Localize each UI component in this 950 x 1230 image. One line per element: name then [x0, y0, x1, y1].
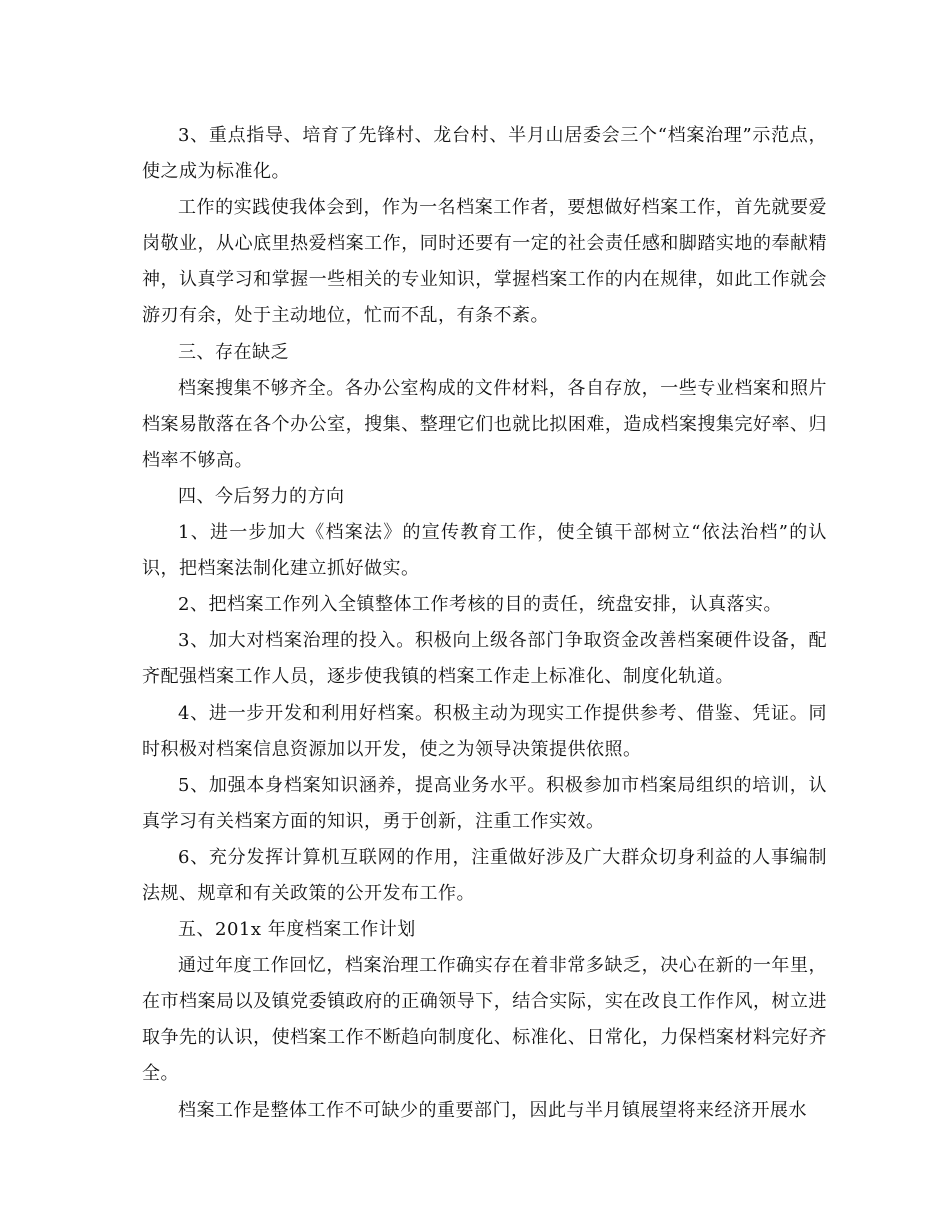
heading-section-5: 五、201x 年度档案工作计划	[178, 919, 416, 941]
paragraph-annual-plan: 通过年度工作回忆，档案治理工作确实存在着非常多缺乏，决心在新的一年里，在市档案局以及镇党委镇政府的正确领导下，结合实际，实在改良工作作风，树立进取争先的认识，使档案工作不断趋向制度化、标准化、日常化，力保档案材料完好齐全。	[142, 955, 827, 1085]
paragraph-work-experience: 工作的实践使我体会到，作为一名档案工作者，要想做好档案工作，首先就要爱岗敬业，从心底里热爱档案工作，同时还要有一定的社会责任感和脚踏实地的奉献精神，认真学习和掌握一些相关的专业知识，掌握档案工作的内在规律，如此工作就会游刃有余，处于主动地位，忙而不乱，有条不紊。	[142, 197, 827, 327]
paragraph-direction-3: 3、加大对档案治理的投入。积极向上级各部门争取资金改善档案硬件设备，配齐配强档案工作人员，逐步使我镇的档案工作走上标准化、制度化轨道。	[142, 630, 827, 688]
paragraph-direction-2: 2、把档案工作列入全镇整体工作考核的目的责任，统盘安排，认真落实。	[178, 594, 782, 616]
heading-section-3: 三、存在缺乏	[178, 341, 289, 363]
document-body	[142, 118, 827, 1129]
paragraph-direction-4: 4、进一步开发和利用好档案。积极主动为现实工作提供参考、借鉴、凭证。同时积极对档案信息资源加以开发，使之为领导决策提供依照。	[142, 702, 827, 760]
paragraph-shortcomings: 档案搜集不够齐全。各办公室构成的文件材料，各自存放，一些专业档案和照片档案易散落在各个办公室，搜集、整理它们也就比拟困难，造成档案搜集完好率、归档率不够高。	[142, 377, 827, 471]
paragraph-direction-6: 6、充分发挥计算机互联网的作用，注重做好涉及广大群众切身利益的人事编制法规、规章和有关政策的公开发布工作。	[142, 846, 827, 904]
heading-section-4: 四、今后努力的方向	[178, 485, 345, 507]
paragraph-point-3-demo-sites: 3、重点指导、培育了先锋村、龙台村、半月山居委会三个“档案治理”示范点，使之成为标准化。	[142, 125, 827, 183]
paragraph-archive-importance: 档案工作是整体工作不可缺少的重要部门，因此与半月镇展望将来经济开展水	[178, 1099, 807, 1121]
paragraph-direction-5: 5、加强本身档案知识涵养，提高业务水平。积极参加市档案局组织的培训，认真学习有关档案方面的知识，勇于创新，注重工作实效。	[142, 774, 827, 832]
paragraph-direction-1: 1、进一步加大《档案法》的宣传教育工作，使全镇干部树立“依法治档”的认识，把档案法制化建立抓好做实。	[142, 522, 827, 580]
